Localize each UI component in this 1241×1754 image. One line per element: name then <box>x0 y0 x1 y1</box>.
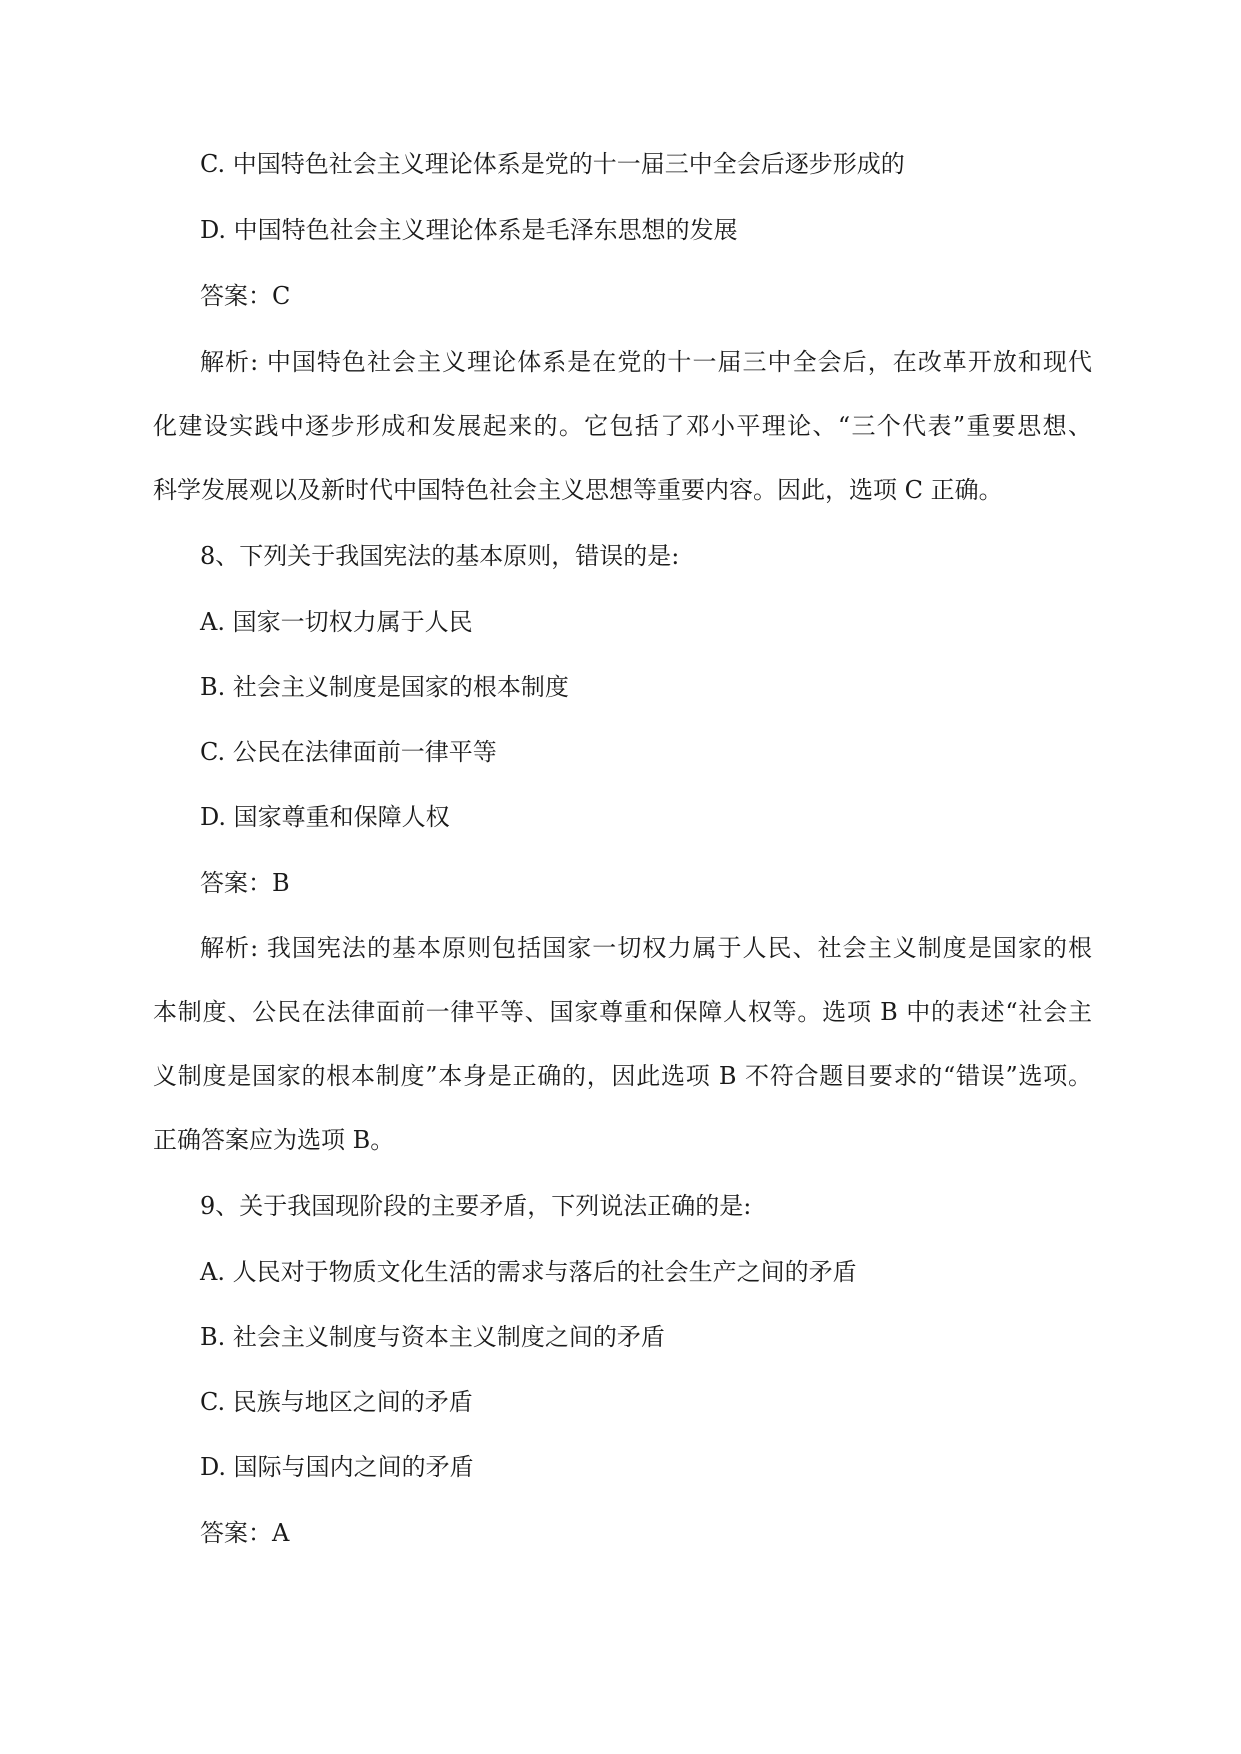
question-9: 9、关于我国现阶段的主要矛盾，下列说法正确的是: <box>200 1192 752 1220</box>
analysis-q8-line2: 本制度、公民在法律面前一律平等、国家尊重和保障人权等。选项 B 中的表述“社会主 <box>153 998 1092 1026</box>
option-d-q8: D. 国家尊重和保障人权 <box>200 803 450 831</box>
option-b-q8: B. 社会主义制度是国家的根本制度 <box>200 673 569 701</box>
question-8: 8、下列关于我国宪法的基本原则，错误的是: <box>200 542 680 570</box>
analysis-q7-line3: 科学发展观以及新时代中国特色社会主义思想等重要内容。因此，选项 C 正确。 <box>153 476 1003 504</box>
option-c-q8: C. 公民在法律面前一律平等 <box>200 738 497 766</box>
answer-q7: 答案：C <box>200 282 291 310</box>
analysis-q7-line2: 化建设实践中逐步形成和发展起来的。它包括了邓小平理论、“三个代表”重要思想、 <box>153 412 1092 440</box>
answer-q8: 答案：B <box>200 869 290 897</box>
option-d-q7: D. 中国特色社会主义理论体系是毛泽东思想的发展 <box>200 216 738 244</box>
option-d-q9: D. 国际与国内之间的矛盾 <box>200 1453 474 1481</box>
analysis-q8-line4: 正确答案应为选项 B。 <box>153 1126 395 1154</box>
analysis-q8-line1: 解析: 我国宪法的基本原则包括国家一切权力属于人民、社会主义制度是国家的根 <box>200 934 1092 962</box>
option-c-q7: C. 中国特色社会主义理论体系是党的十一届三中全会后逐步形成的 <box>200 150 905 178</box>
option-a-q8: A. 国家一切权力属于人民 <box>200 608 473 636</box>
option-b-q9: B. 社会主义制度与资本主义制度之间的矛盾 <box>200 1323 665 1351</box>
option-c-q9: C. 民族与地区之间的矛盾 <box>200 1388 473 1416</box>
option-a-q9: A. 人民对于物质文化生活的需求与落后的社会生产之间的矛盾 <box>200 1258 857 1286</box>
analysis-q7-line1: 解析: 中国特色社会主义理论体系是在党的十一届三中全会后，在改革开放和现代 <box>200 348 1092 376</box>
analysis-q8-line3: 义制度是国家的根本制度”本身是正确的，因此选项 B 不符合题目要求的“错误”选项。 <box>153 1062 1092 1090</box>
answer-q9: 答案：A <box>200 1519 290 1547</box>
